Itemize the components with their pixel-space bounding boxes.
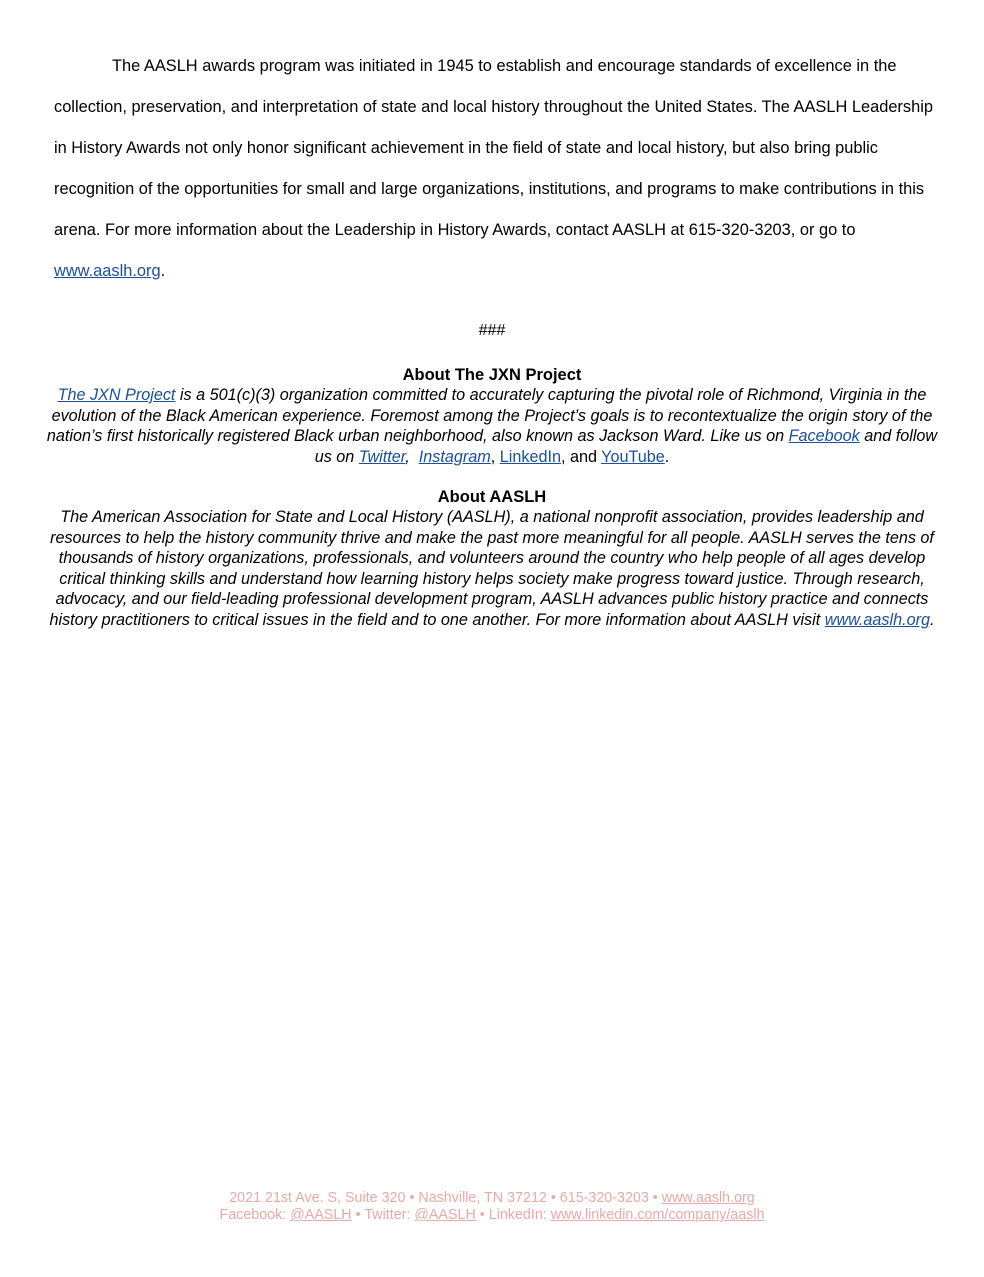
about-jxn-section bbox=[46, 365, 938, 467]
footer-facebook-link[interactable]: @AASLH bbox=[290, 1207, 352, 1223]
twitter-link[interactable]: Twitter bbox=[358, 447, 406, 466]
aaslh-description: The American Association for State and Local History (AASLH), a national nonprofit association, provides leadership and resources to help the history community thrive and make the past more meaningful for all people. AASLH serves the tens of thousands of history organizations, professionals, and volunteers around the country who help people of all ages develop critical thinking skills and understand how learning history helps society make progress toward justice. Through research, advocacy, and our field-leading professional development program, AASLH advances public history practice and connects history practitioners to critical issues in the field and to one another. For more information about AASLH visit bbox=[49, 508, 934, 629]
aaslh-website-link[interactable]: www.aaslh.org bbox=[54, 262, 161, 280]
jxn-sep-1: , bbox=[405, 447, 415, 466]
about-jxn-text bbox=[46, 385, 938, 467]
footer-linkedin-label: • LinkedIn: bbox=[475, 1207, 551, 1223]
footer-address: 2021 21st Ave. S, Suite 320 • Nashville, TN 37212 • 615-320-3203 • bbox=[229, 1190, 662, 1206]
footer-twitter-link[interactable]: @AASLH bbox=[414, 1207, 476, 1223]
footer-twitter-label: • Twitter: bbox=[351, 1207, 415, 1223]
page-footer bbox=[0, 1190, 984, 1224]
linkedin-link[interactable]: LinkedIn bbox=[499, 447, 561, 466]
footer-social-line bbox=[0, 1207, 984, 1224]
jxn-sep-3: , and bbox=[560, 447, 602, 466]
about-aaslh-heading: About AASLH bbox=[437, 488, 547, 506]
facebook-link[interactable]: Facebook bbox=[788, 427, 860, 446]
instagram-link[interactable]: Instagram bbox=[418, 447, 491, 466]
about-aaslh-section bbox=[46, 487, 938, 631]
intro-paragraph bbox=[54, 46, 934, 292]
jxn-sep-2: , bbox=[490, 447, 500, 466]
jxn-end: . bbox=[664, 447, 670, 466]
jxn-follow-text: and follow us on bbox=[314, 427, 938, 466]
footer-website-link[interactable]: www.aaslh.org bbox=[661, 1190, 755, 1206]
aaslh-visit-link[interactable]: www.aaslh.org bbox=[824, 610, 931, 629]
jxn-project-link[interactable]: The JXN Project bbox=[57, 386, 176, 404]
footer-linkedin-link[interactable]: www.linkedin.com/company/aaslh bbox=[550, 1207, 765, 1223]
intro-end: . bbox=[160, 262, 166, 280]
youtube-link[interactable]: YouTube bbox=[601, 447, 665, 466]
about-jxn-heading: About The JXN Project bbox=[402, 366, 582, 384]
footer-facebook-label: Facebook: bbox=[219, 1207, 291, 1223]
jxn-description: is a 501(c)(3) organization committed to accurately capturing the pivotal role of Richmond, Virginia in the evolution of the Black American experience. Foremost among the Project’s goals is to recontextualize the origin story of the nation’s first historically registered Black urban neighborhood, also known as Jackson Ward. Like us on bbox=[46, 386, 933, 446]
section-separator: ### bbox=[478, 322, 506, 339]
aaslh-end: . bbox=[930, 610, 935, 629]
intro-text: The AASLH awards program was initiated in 1945 to establish and encourage standards of excellence in the collection, preservation, and interpretation of state and local history throughout the United States. The AASLH Leadership in History Awards not only honor significant achievement in the field of state and local history, but also bring public recognition of the opportunities for small and large organizations, institutions, and programs to make contributions in this arena. For more information about the Leadership in History Awards, contact AASLH at 615-320-3203, or go to bbox=[54, 57, 933, 239]
footer-address-line bbox=[0, 1190, 984, 1207]
about-aaslh-text bbox=[46, 507, 938, 631]
